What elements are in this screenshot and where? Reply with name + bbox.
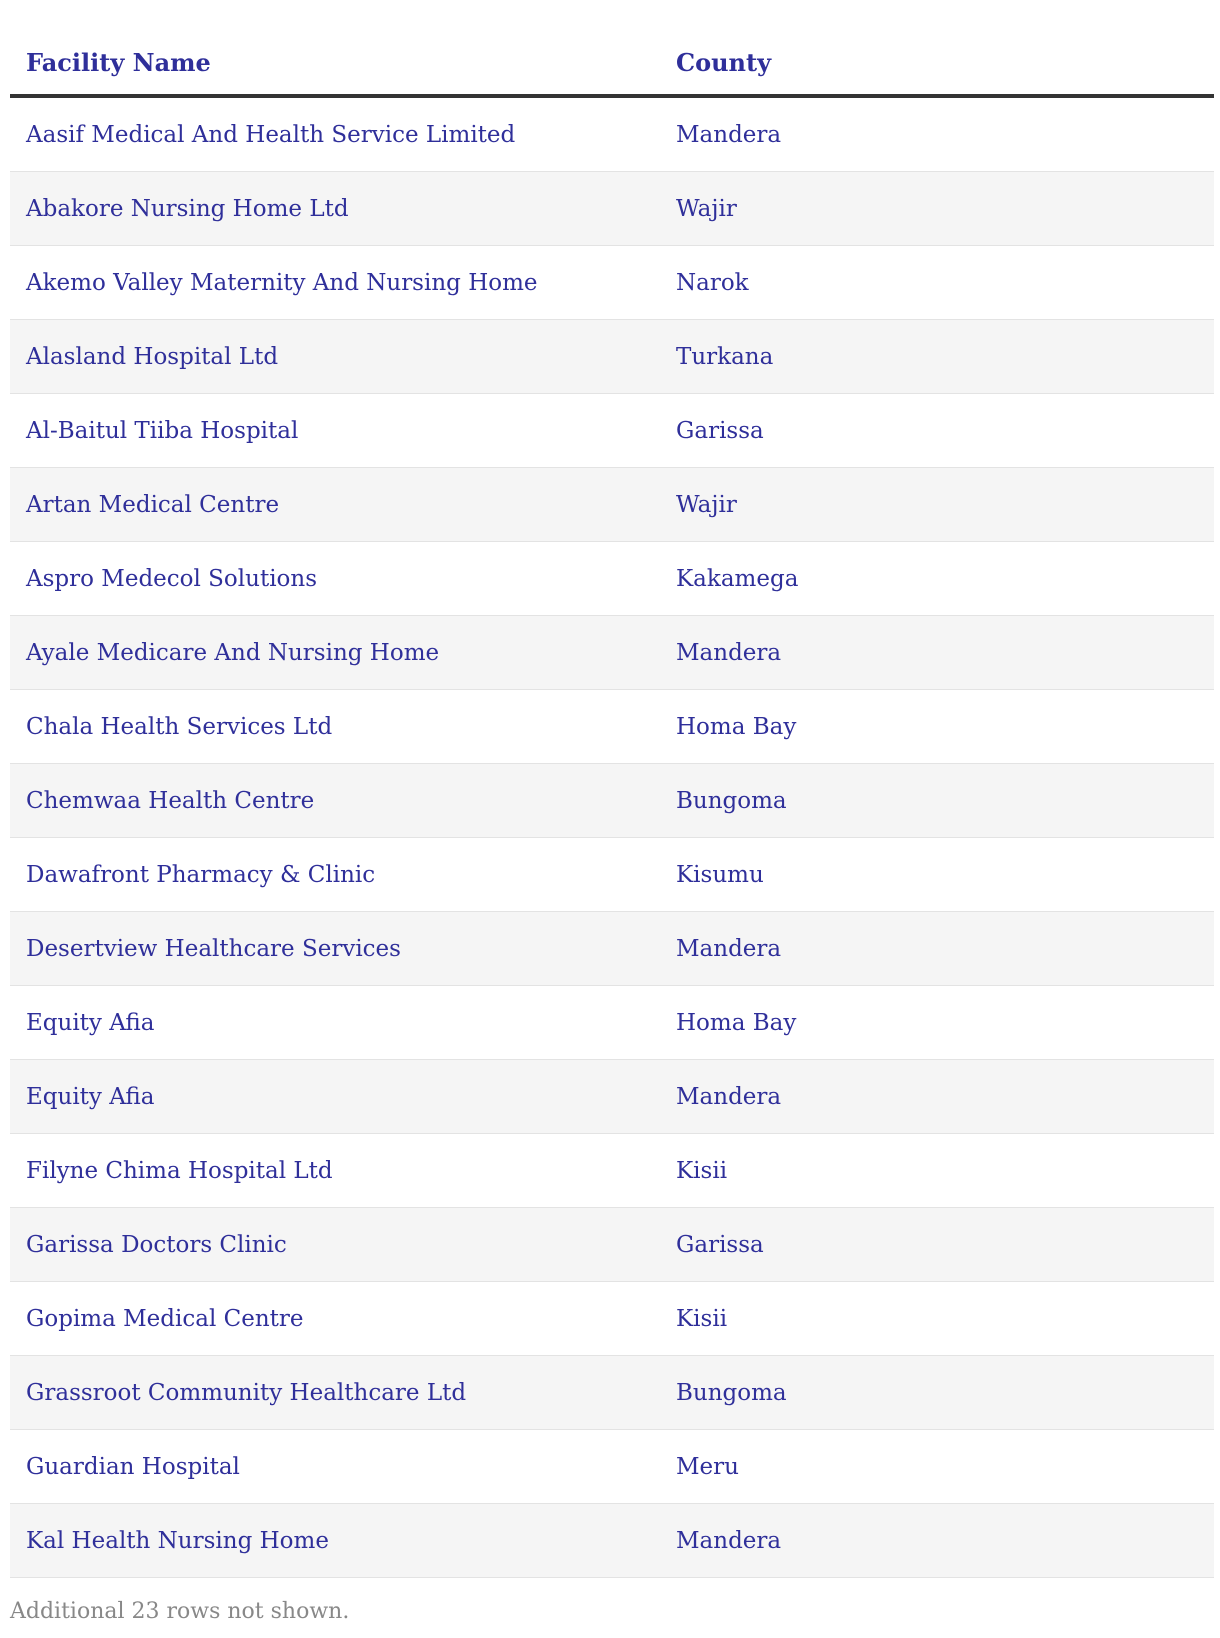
county-cell: Mandera: [660, 1504, 1214, 1578]
county-cell: Mandera: [660, 616, 1214, 690]
table-row: [10, 96, 1214, 172]
county-cell: Bungoma: [660, 764, 1214, 838]
facility-name-cell: Aspro Medecol Solutions: [10, 542, 660, 616]
column-header-facility-name[interactable]: Facility Name: [10, 30, 660, 96]
facility-name-cell: Desertview Healthcare Services: [10, 912, 660, 986]
table-row: [10, 986, 1214, 1060]
table-row: [10, 1282, 1214, 1356]
table-row: [10, 912, 1214, 986]
facility-table: [10, 30, 1214, 1578]
facility-name-cell: Chemwaa Health Centre: [10, 764, 660, 838]
table-header: [10, 30, 1214, 96]
county-cell: Turkana: [660, 320, 1214, 394]
rows-not-shown-note: Additional 23 rows not shown.: [10, 1599, 350, 1624]
table-row: [10, 838, 1214, 912]
table-row: [10, 1134, 1214, 1208]
facility-name-cell: Akemo Valley Maternity And Nursing Home: [10, 246, 660, 320]
facility-table-container: [10, 30, 1214, 1578]
facility-name-cell: Dawafront Pharmacy & Clinic: [10, 838, 660, 912]
county-cell: Homa Bay: [660, 690, 1214, 764]
table-row: [10, 1356, 1214, 1430]
county-cell: Kisii: [660, 1282, 1214, 1356]
facility-name-cell: Artan Medical Centre: [10, 468, 660, 542]
table-row: [10, 1060, 1214, 1134]
county-cell: Wajir: [660, 468, 1214, 542]
facility-name-cell: Alasland Hospital Ltd: [10, 320, 660, 394]
table-row: [10, 468, 1214, 542]
county-cell: Narok: [660, 246, 1214, 320]
facility-name-cell: Equity Afia: [10, 1060, 660, 1134]
facility-name-cell: Ayale Medicare And Nursing Home: [10, 616, 660, 690]
county-cell: Mandera: [660, 96, 1214, 172]
table-row: [10, 764, 1214, 838]
facility-name-cell: Abakore Nursing Home Ltd: [10, 172, 660, 246]
county-cell: Kisii: [660, 1134, 1214, 1208]
facility-name-cell: Guardian Hospital: [10, 1430, 660, 1504]
facility-name-cell: Gopima Medical Centre: [10, 1282, 660, 1356]
facility-name-cell: Equity Afia: [10, 986, 660, 1060]
column-header-county[interactable]: County: [660, 30, 1214, 96]
table-row: [10, 542, 1214, 616]
table-row: [10, 616, 1214, 690]
facility-name-cell: Al-Baitul Tiiba Hospital: [10, 394, 660, 468]
county-cell: Wajir: [660, 172, 1214, 246]
county-cell: Kisumu: [660, 838, 1214, 912]
county-cell: Bungoma: [660, 1356, 1214, 1430]
table-row: [10, 1208, 1214, 1282]
table-row: [10, 320, 1214, 394]
table-row: [10, 1504, 1214, 1578]
table-row: [10, 1430, 1214, 1504]
facility-name-cell: Filyne Chima Hospital Ltd: [10, 1134, 660, 1208]
county-cell: Garissa: [660, 1208, 1214, 1282]
county-cell: Meru: [660, 1430, 1214, 1504]
county-cell: Homa Bay: [660, 986, 1214, 1060]
table-row: [10, 172, 1214, 246]
table-row: [10, 394, 1214, 468]
facility-name-cell: Chala Health Services Ltd: [10, 690, 660, 764]
table-body: [10, 96, 1214, 1578]
facility-name-cell: Grassroot Community Healthcare Ltd: [10, 1356, 660, 1430]
county-cell: Mandera: [660, 1060, 1214, 1134]
facility-name-cell: Kal Health Nursing Home: [10, 1504, 660, 1578]
table-row: [10, 690, 1214, 764]
county-cell: Mandera: [660, 912, 1214, 986]
table-row: [10, 246, 1214, 320]
county-cell: Garissa: [660, 394, 1214, 468]
header-row: [10, 30, 1214, 96]
county-cell: Kakamega: [660, 542, 1214, 616]
facility-name-cell: Garissa Doctors Clinic: [10, 1208, 660, 1282]
facility-name-cell: Aasif Medical And Health Service Limited: [10, 96, 660, 172]
